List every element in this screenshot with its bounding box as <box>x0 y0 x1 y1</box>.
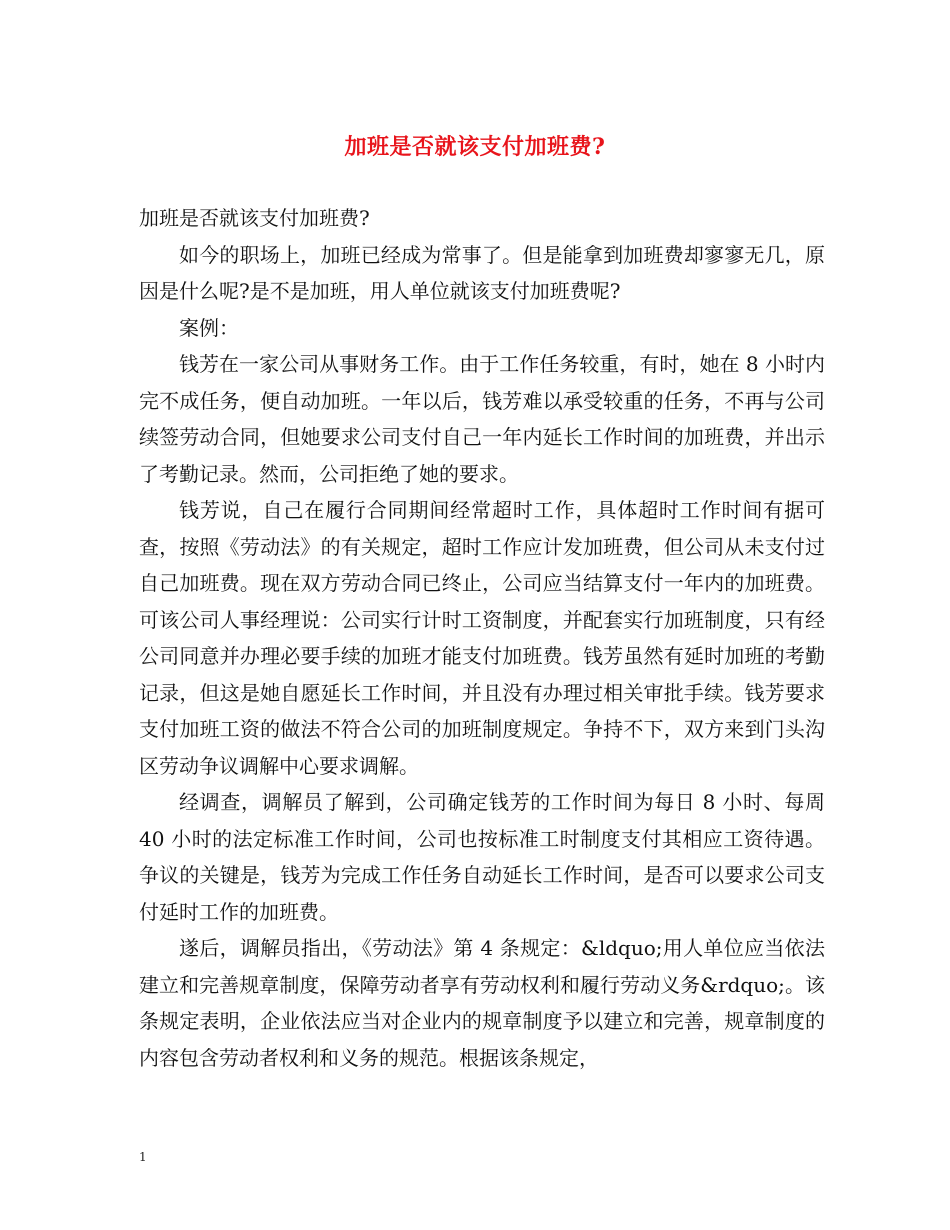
paragraph: 钱芳在一家公司从事财务工作。由于工作任务较重，有时，她在 8 小时内完不成任务，便自动加班。一年以后，钱芳难以承受较重的任务，不再与公司续签劳动合同，但她要求公司支付自己一年内延长工作时间的加班费，并出示了考勤记录。然而，公司拒绝了她的要求。 <box>139 352 825 486</box>
page-number: 1 <box>139 1150 147 1164</box>
paragraph: 钱芳说，自己在履行合同期间经常超时工作，具体超时工作时间有据可查，按照《劳动法》的有关规定，超时工作应计发加班费，但公司从未支付过自己加班费。现在双方劳动合同已终止，公司应当结算支付一年内的加班费。可该公司人事经理说：公司实行计时工资制度，并配套实行加班制度，只有经公司同意并办理必要手续的加班才能支付加班费。钱芳虽然有延时加班的考勤记录，但这是她自愿延长工作时间，并且没有办理过相关审批手续。钱芳要求支付加班工资的做法不符合公司的加班制度规定。争持不下，双方来到门头沟区劳动争议调解中心要求调解。 <box>139 498 825 778</box>
document-title: 加班是否就该支付加班费? <box>344 134 606 160</box>
paragraph: 经调查，调解员了解到，公司确定钱芳的工作时间为每日 8 小时、每周 40 小时的法定标准工作时间，公司也按标准工时制度支付其相应工资待遇。争议的关键是，钱芳为完成工作任务自动延长工作时间，是否可以要求公司支付延时工作的加班费。 <box>139 790 825 924</box>
paragraph: 遂后，调解员指出，《劳动法》第 4 条规定：&ldquo;用人单位应当依法建立和完善规章制度，保障劳动者享有劳动权利和履行劳动义务&rdquo;。该条规定表明，企业依法应当对企业内的规章制度予以建立和完善，规章制度的内容包含劳动者权利和义务的规范。根据该条规定， <box>139 936 825 1070</box>
paragraph: 如今的职场上，加班已经成为常事了。但是能拿到加班费却寥寥无几，原因是什么呢?是不是加班，用人单位就该支付加班费呢? <box>139 242 825 303</box>
document-body <box>139 200 825 1076</box>
heading-line: 加班是否就该支付加班费? <box>139 206 370 230</box>
paragraph: 案例： <box>179 315 239 340</box>
